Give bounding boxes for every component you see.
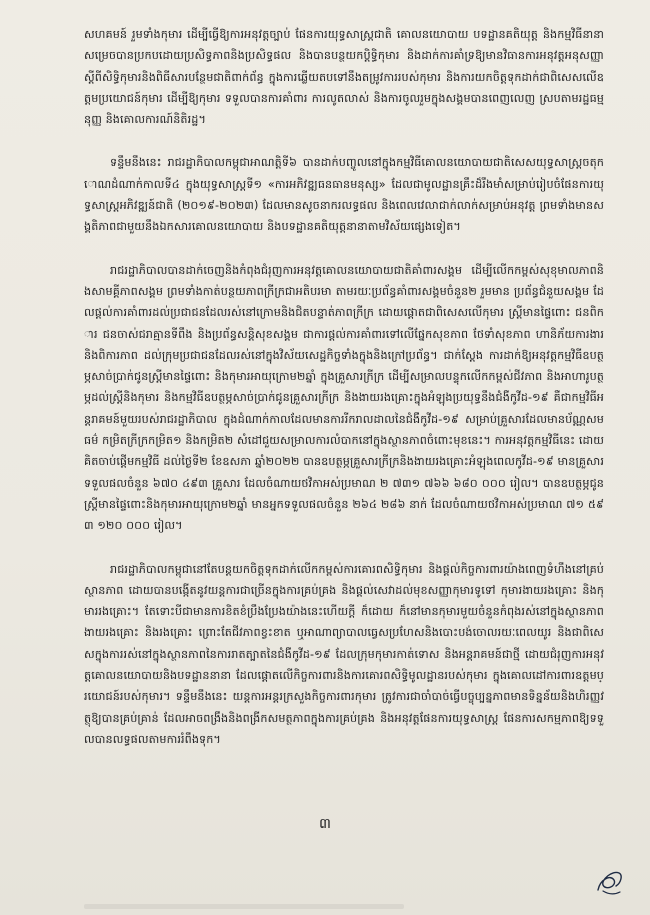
paragraph-3: រាជរដ្ឋាភិបាលបានដាក់ចេញនិងកំពុងជំរុញការអនុវត្តគោលនយោបាយជាតិគាំពារសង្គម ដើម្បីលើកកម្ពស់សុខុមាលភាពនិងសាមគ្គីភាពសង្គម ព្រមទាំងកាត់បន្ថយភាពក្រីក្រជាអតិបរមា តាមរយៈប្រព័ន្ធគាំពារសង្គមចំនួន២ រួមមាន ប្រព័ន្ធជំនួយសង្គម ដែលផ្តល់ការគាំពារដល់ប្រជាជនដែលរស់នៅក្រោមនិងជិតបន្ទាត់ភាពក្រីក្រ ដោយផ្តោតជាពិសេសលើកុមារ ស្ត្រីមានផ្ទៃពោះ ជនពិការ ជនចាស់ជរាគ្មានទីពឹង និងប្រព័ន្ធសន្តិសុខសង្គម ជាការផ្តល់ការគាំពារទៅលើផ្នែកសុខភាព ថែទាំសុខភាព ហានិភ័យការងារ និងពិការភាព ដល់ក្រុមប្រជាជនដែលរស់នៅក្នុងវិស័យសេដ្ឋកិច្ចទាំងក្នុងនិងក្រៅប្រព័ន្ធ។ ជាក់ស្តែង ការដាក់ឱ្យអនុវត្តកម្មវិធីឧបត្ថម្ភសាច់ប្រាក់ជូនស្ត្រីមានផ្ទៃពោះ និងកុមារអាយុក្រោម២ឆ្នាំ ក្នុងគ្រួសារក្រីក្រ ដើម្បីសម្រាលបន្ទុកលើកកម្ពស់ជីវភាព និងអាហារូបត្ថម្ភដល់ស្ត្រីនិងកុមារ និងកម្មវិធីឧបត្ថម្ភសាច់ប្រាក់ជូនគ្រួសារក្រីក្រ និងងាយរងគ្រោះក្នុងអំឡុងប្រយុទ្ធនឹងជំងឺកូវីដ-១៩ គឺជាកម្មវិធីអន្តរាគមន៍មួយរបស់រាជរដ្ឋាភិបាល ក្នុងដំណាក់កាលដែលមានការរីករាលដាលនៃជំងឺកូវីដ-១៩ សម្រាប់គ្រួសារដែលមានប័ណ្ណសមធម៌ កម្រិតក្រីក្រកម្រិត១ និងកម្រិត២ សំដៅជួយសម្រាលការលំបាកនៅក្នុងស្ថានភាពចំពោះមុខនេះ។ ការអនុវត្តកម្មវិធីនេះ ដោយគិតចាប់ផ្តើមកម្មវិធី ដល់ថ្ងៃទី២ ខែឧសភា ឆ្នាំ២០២២ បានឧបត្ថម្ភគ្រួសារក្រីក្រនិងងាយរងគ្រោះអំឡុងពេលកូវីដ-១៩ មានគ្រួសារទទួលផលចំនួន ៦៧០ ៤៩៣ គ្រួសារ ដែលចំណាយថវិកាអស់ប្រមាណ ២ ៧៣១ ៧៦៦ ៦៨០ ០០០ រៀល។ បានឧបត្ថម្ភជូនស្ត្រីមានផ្ទៃពោះនិងកុមារអាយុក្រោម២ឆ្នាំ មានអ្នកទទួលផលចំនួន ២៦៤ ២៨៦ នាក់ ដែលចំណាយថវិកាអស់ប្រមាណ ៧១ ៥៩៣ ១២០ ០០០ រៀល។ xyxy=(84,263,604,533)
paragraph-4: រាជរដ្ឋាភិបាលកម្ពុជានៅតែបន្តយកចិត្តទុកដាក់លើកកម្ពស់ការគោរពសិទ្ធិកុមារ និងផ្តល់កិច្ចការពារយ៉ាងពេញទំហឹងនៅគ្រប់ស្ថានភាព ដោយបានបង្កើតនូវយន្តការជាច្រើនក្នុងការគ្រប់គ្រង និងផ្តល់សេវាដល់មុខសញ្ញាកុមារទូទៅ កុមារងាយរងគ្រោះ និងកុមាររងគ្រោះ។ តែទោះបីជាមានការខិតខំប្រឹងប្រែងយ៉ាងនេះហើយក្តី ក៏ដោយ ក៏នៅមានកុមារមួយចំនួនកំពុងរស់នៅក្នុងស្ថានភាពងាយរងគ្រោះ និងរងគ្រោះ ព្រោះតែជីវភាពខ្វះខាត ឬអាណាព្យាបាលធ្វេសប្រហែសនិងបោះបង់ចោលរយៈពេលយូរ និងជាពិសេសក្នុងការរស់នៅក្នុងស្ថានភាពនៃការរាតត្បាតនៃជំងឺកូវីដ-១៩ ដែលក្រុមកុមារកាត់ទោស និងអន្តរាគមន៍ជាថ្មី ដោយជំរុញការអនុវត្តគោលនយោបាយនិងបទដ្ឋាននានា ដែលផ្តោតលើកិច្ចការពារនិងការគោរពសិទ្ធិមូលដ្ឋានរបស់កុមារ ក្នុងគោលដៅការពារឧត្តមប្រយោជន៍របស់កុមារ។ ទន្ទឹមនឹងនេះ យន្តការអន្តរក្រសួងកិច្ចការពារកុមារ ត្រូវការជាចាំបាច់ធ្វើបច្ចុប្បន្នភាពមានទិន្នន័យនិងហិរញ្ញវត្ថុឱ្យបានគ្រប់គ្រាន់ ដែលអាចពង្រឹងនិងពង្រីកសមត្ថភាពក្នុងការគ្រប់គ្រង និងអនុវត្តផែនការយុទ្ធសាស្ត្រ ផែនការសកម្មភាពឱ្យទទួលបានលទ្ធផលតាមការរំពឹងទុក។ xyxy=(84,562,604,746)
page-bottom-shadow xyxy=(84,904,404,909)
paragraph-1: សហគមន៍ រួមទាំងកុមារ ដើម្បីធ្វើឱ្យការអនុវត្តច្បាប់ ផែនការយុទ្ធសាស្ត្រជាតិ គោលនយោបាយ បទដ្ឋានគតិយុត្ត និងកម្មវិធីនានា សម្រេចបានប្រកបដោយប្រសិទ្ធភាពនិងប្រសិទ្ធផល និងបានបន្ថយកប្តិទ្ធិកុមារ និងដាក់ការគាំទ្រឱ្យមានវិធានការអនុវត្តអនុសញ្ញាស្តីពីសិទ្ធិកុមារនិងពិធីសារបន្ថែមជាតិពាក់ព័ន្ធ ក្នុងការឆ្លើយតបទៅនឹងតម្រូវការរបស់កុមារ និងការយកចិត្តទុកដាក់ជាពិសេសលើឧត្តមប្រយោជន៍កុមារ ដើម្បីឱ្យកុមារ ទទួលបានការគាំពារ ការលូតលាស់ និងការចូលរួមក្នុងសង្គមបានពេញលេញ ស្របតាមរដ្ឋធម្មនុញ្ញ និងគោលការណ៍និតិរដ្ឋ។ xyxy=(84,28,604,127)
page-number: ៣ xyxy=(319,816,331,832)
document-body xyxy=(84,24,604,770)
paragraph-2: ទន្ទឹមនឹងនេះ រាជរដ្ឋាភិបាលកម្ពុជាអាណត្តិទី៦ បានដាក់បញ្ចូលនៅក្នុងកម្មវិធីគោលនយោបាយជាតិសេសយុទ្ធសាស្ត្រចតុកោណដំណាក់កាលទី៤ ក្នុងយុទ្ធសាស្ត្រទី១ «ការអភិវឌ្ឍធនធានមនុស្ស» ដែលជាមូលដ្ឋានគ្រឹះដ៏រឹងមាំសម្រាប់រៀបចំផែនការយុទ្ធសាស្ត្រអភិវឌ្ឍន៍ជាតិ (២០១៩-២០២៣) ដែលមានសូចនាករលទ្ធផល និងពេលវេលាជាក់លាក់សម្រាប់អនុវត្ត ព្រមទាំងមានសង្គតិភាពជាមួយនឹងឯកសារគោលនយោបាយ និងបទដ្ឋានគតិយុត្តនានាតាមវិស័យផ្សេងទៀត។ xyxy=(84,156,604,234)
signature-mark xyxy=(592,860,626,900)
